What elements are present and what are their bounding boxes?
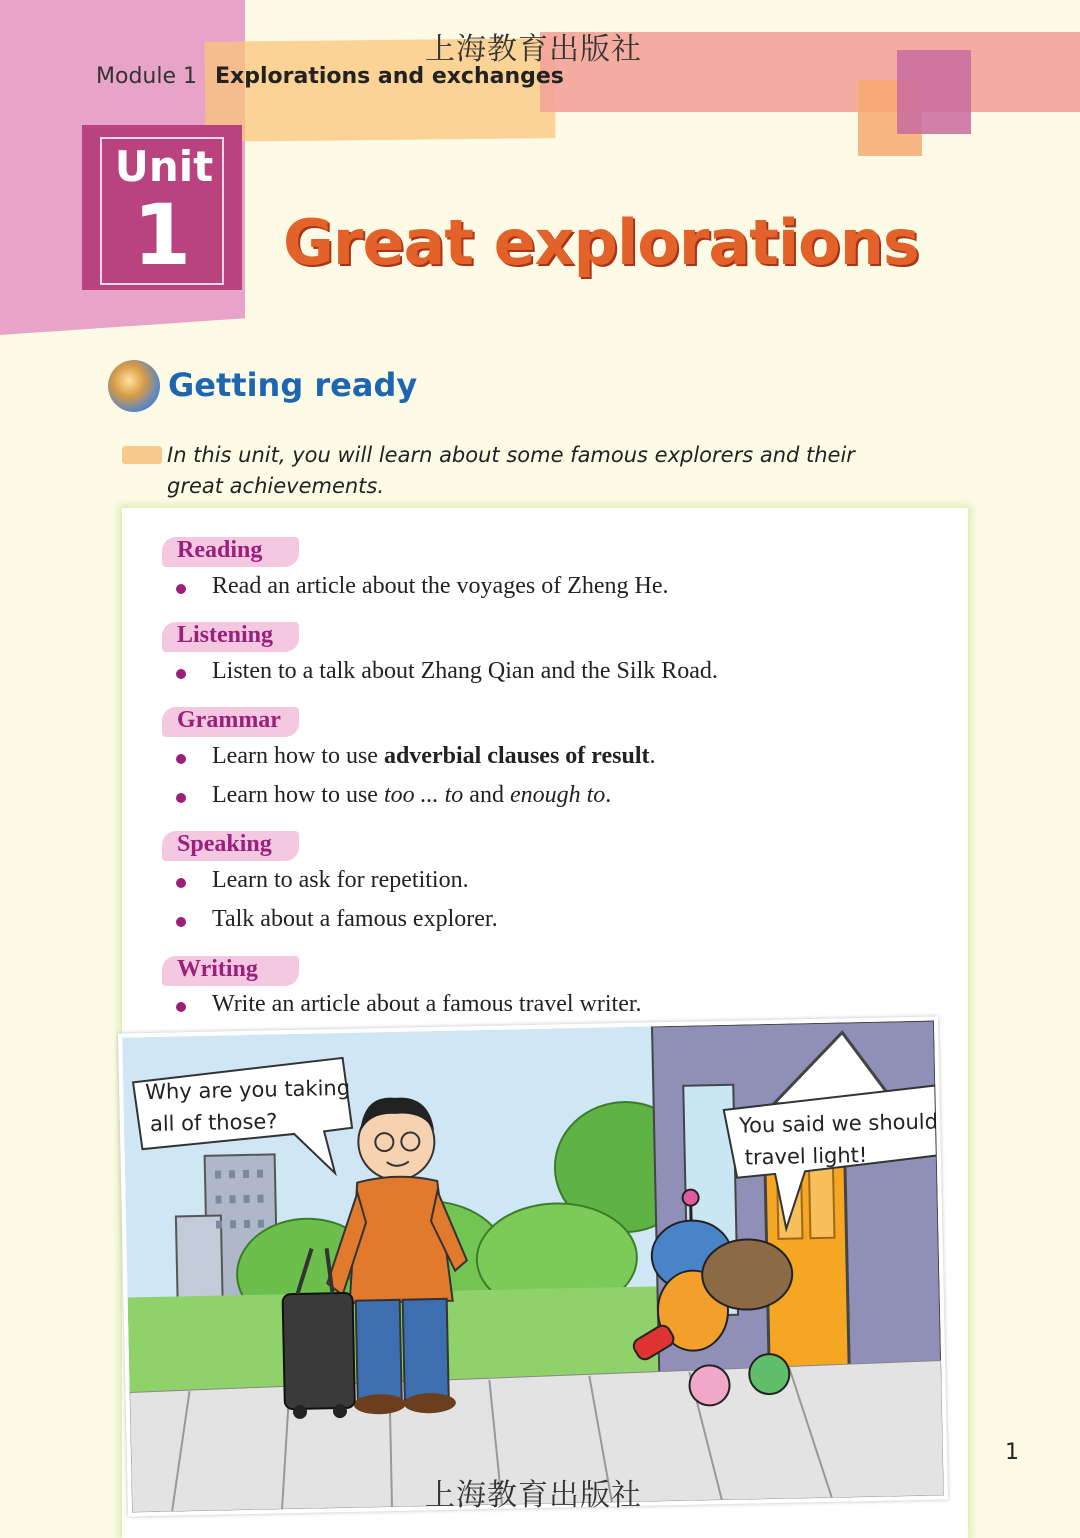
item-text: Learn how to use [212,782,384,808]
item-italic-text: enough to [510,782,605,808]
bubble-right-line2: travel light! [745,1143,868,1170]
list-item: Read an article about the voyages of Zheng He. [212,573,669,600]
section-label-reading: Reading [177,537,262,564]
bubble-left-line1: Why are you taking [145,1076,350,1104]
bullet [176,917,186,927]
watermark-bottom: 上海教育出版社 [425,1470,642,1514]
bubble-right-line1: You said we should [738,1109,938,1137]
purple-square [897,50,971,134]
watermark-top: 上海教育出版社 [425,24,642,68]
item-text: Learn how to use [212,743,384,769]
bullet [176,1002,186,1012]
cartoon-scene [122,1021,944,1513]
module-label: Module 1 [96,64,197,89]
page-number: 1 [1005,1440,1019,1465]
unit-number: 1 [100,190,224,280]
section-label-speaking: Speaking [177,831,272,858]
module-title: Explorations and exchanges [215,64,564,89]
item-bold-text: adverbial clauses of result [384,743,650,769]
bullet [176,793,186,803]
item-italic-text: too ... to [384,782,463,808]
section-label-grammar: Grammar [177,707,281,734]
ship-bell-icon [108,360,160,412]
item-text: . [650,743,656,769]
bullet [176,878,186,888]
getting-ready-heading: Getting ready [168,366,417,404]
bullet [176,584,186,594]
intro-text: In this unit, you will learn about some famous explorers and their great achievements. [167,440,887,502]
unit-title: Great explorations [283,206,919,279]
bubble-left-line2: all of those? [150,1109,278,1136]
section-label-listening: Listening [177,622,273,649]
item-text: . [605,782,611,808]
bullet [176,754,186,764]
intro-marker [122,446,162,464]
unit-word: Unit [100,142,228,191]
section-label-writing: Writing [177,956,258,983]
list-item: Listen to a talk about Zhang Qian and the Silk Road. [212,658,718,685]
cartoon-illustration [118,1016,948,1516]
list-item-grammar-2 [212,782,611,809]
item-text: and [463,782,510,808]
list-item: Talk about a famous explorer. [212,906,498,933]
list-item: Write an article about a famous travel writer. [212,991,642,1018]
list-item: Learn to ask for repetition. [212,867,469,894]
bullet [176,669,186,679]
list-item-grammar-1 [212,743,656,770]
